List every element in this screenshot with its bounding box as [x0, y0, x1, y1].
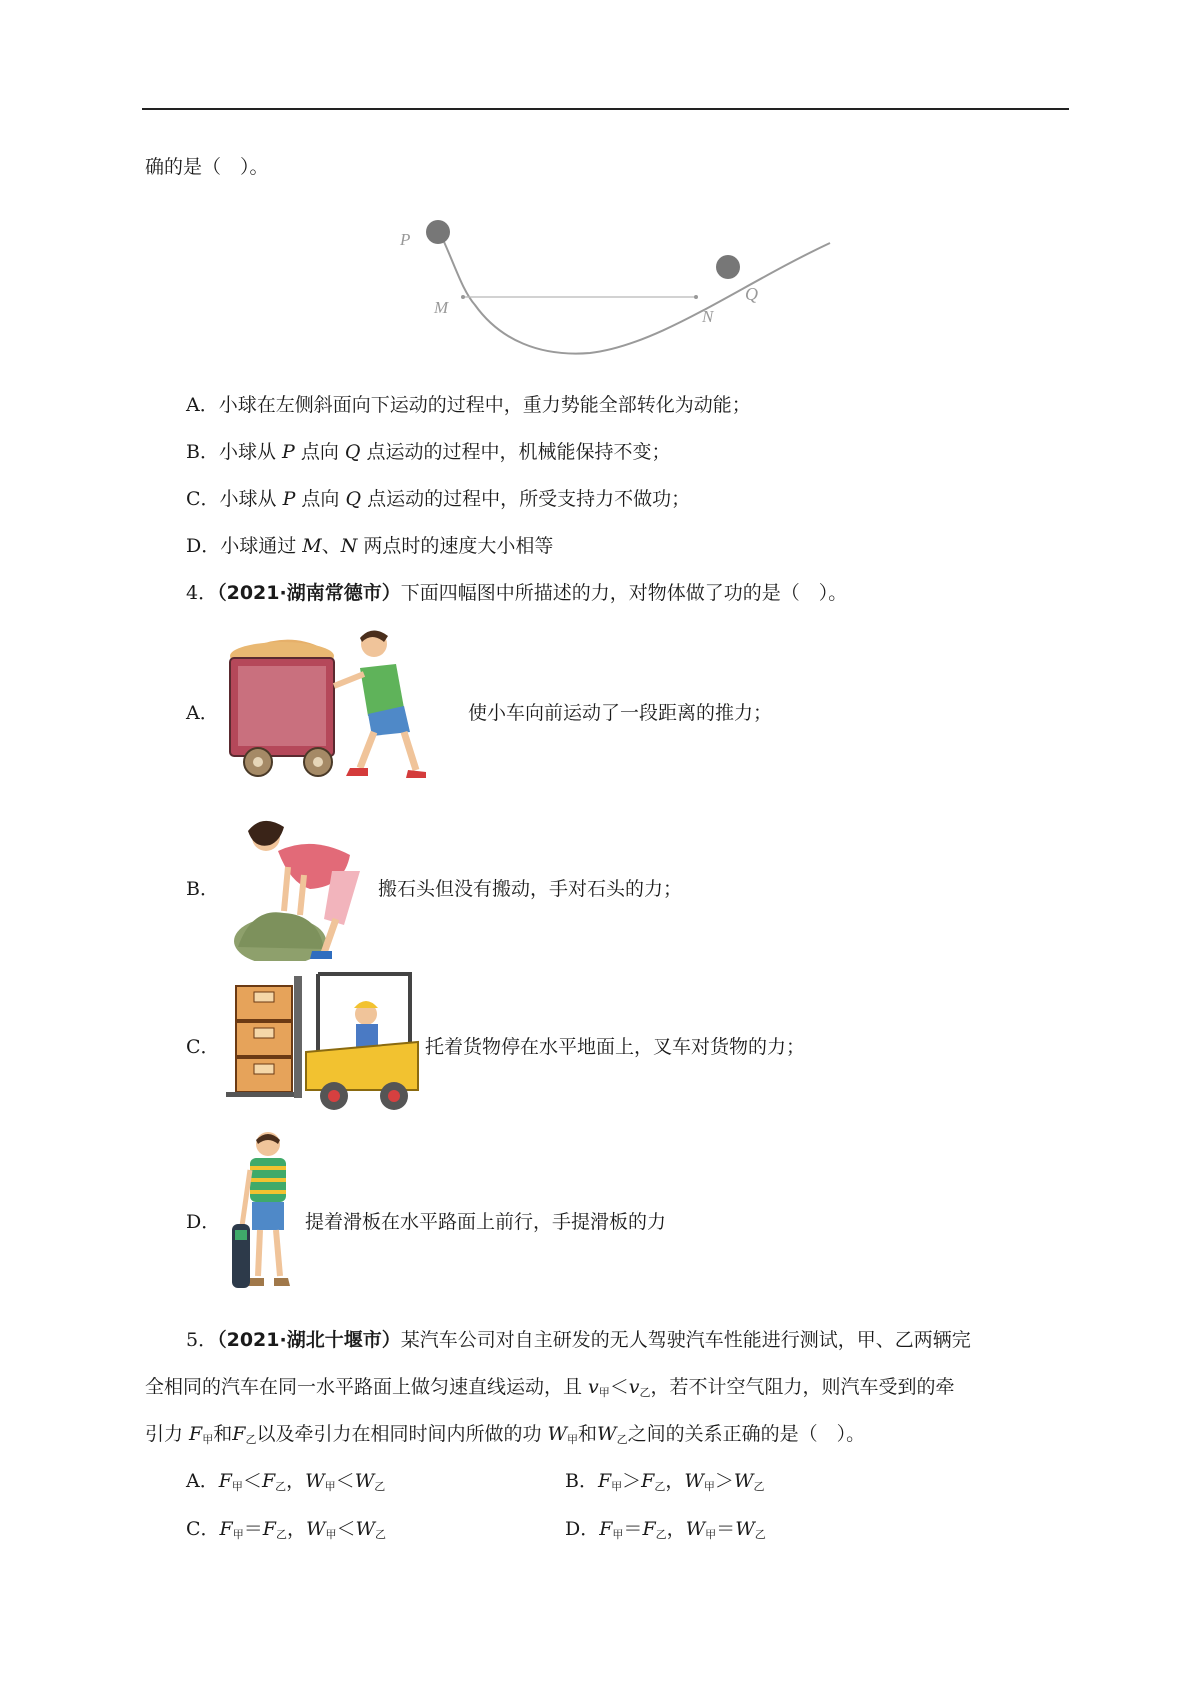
var-f: F: [642, 1518, 656, 1540]
var-w: W: [305, 1518, 326, 1540]
option-text: 点向: [295, 488, 346, 510]
q4-option-b-letter[interactable]: B．: [186, 878, 219, 900]
q4-option-d-text: 提着滑板在水平路面上前行，手提滑板的力: [305, 1211, 667, 1233]
subscript-yi: 乙: [655, 1528, 667, 1541]
relation: ＞: [622, 1470, 642, 1492]
relation: ＝: [623, 1518, 643, 1540]
question-stem: ，若不计空气阻力，则汽车受到的牵: [650, 1376, 955, 1398]
option-text: 小球通过: [220, 535, 303, 557]
ball-at-p: [426, 220, 450, 244]
option-text: 点向: [294, 441, 345, 463]
question-stem: 和: [578, 1423, 598, 1445]
option-text: 小球从: [218, 441, 283, 463]
var-w: W: [685, 1518, 706, 1540]
subscript-yi: 乙: [616, 1433, 628, 1446]
q5-stem-line3: [145, 1419, 865, 1455]
question-stem: 和: [213, 1423, 233, 1445]
point-m: [461, 295, 465, 299]
question-stem: 之间的关系正确的是（ ）。: [627, 1423, 866, 1445]
q3-option-a[interactable]: [186, 390, 751, 420]
var-f: F: [218, 1470, 232, 1492]
relation: ＜: [609, 1376, 629, 1398]
var-f: F: [597, 1470, 612, 1492]
var-q: Q: [344, 441, 361, 463]
subscript-yi: 乙: [375, 1528, 387, 1541]
q5-option-d[interactable]: [565, 1514, 766, 1550]
label-p: P: [400, 230, 411, 249]
q3-option-b[interactable]: [186, 437, 671, 467]
var-f: F: [262, 1518, 276, 1540]
option-letter: A．: [186, 1470, 219, 1492]
var-f: F: [219, 1518, 233, 1540]
comma: ，: [286, 1470, 306, 1492]
point-n: [694, 295, 698, 299]
question-stem: 下面四幅图中所描述的力，对物体做了功的是（ ）。: [400, 582, 848, 604]
var-p: P: [282, 488, 296, 510]
option-letter: D．: [565, 1518, 600, 1540]
question-number: 5．: [186, 1329, 218, 1351]
comma: ，: [665, 1470, 685, 1492]
option-text: 、: [321, 535, 341, 557]
question-stem: 以及牵引力在相同时间内所做的功: [256, 1423, 548, 1445]
q4-option-b-text: 搬石头但没有搬动，手对石头的力；: [378, 878, 683, 900]
subscript-jia: 甲: [567, 1433, 579, 1446]
var-w: W: [354, 1470, 375, 1492]
var-f: F: [261, 1470, 276, 1492]
girl-lifting-rock-image: [232, 815, 384, 961]
relation: ＝: [243, 1518, 263, 1540]
subscript-jia: 甲: [231, 1480, 243, 1493]
var-w: W: [735, 1518, 755, 1540]
question-source: （2021·湖北十堰市）: [217, 1329, 401, 1351]
label-m: M: [434, 298, 449, 317]
relation: ＜: [336, 1518, 356, 1540]
var-m: M: [302, 535, 322, 557]
q5-option-c[interactable]: [186, 1514, 386, 1550]
var-w: W: [547, 1423, 568, 1445]
subscript-yi: 乙: [374, 1480, 386, 1493]
q3-stem-tail: 确的是（ ）。: [145, 156, 269, 178]
var-n: N: [340, 535, 358, 557]
option-text: 两点时的速度大小相等: [357, 535, 554, 557]
q4-option-c-letter[interactable]: C．: [186, 1036, 220, 1058]
question-stem: 全相同的汽车在同一水平路面上做匀速直线运动，且: [145, 1376, 589, 1398]
relation: ＞: [714, 1470, 734, 1492]
q4-option-a-letter[interactable]: A．: [186, 702, 219, 724]
var-w: W: [305, 1470, 325, 1492]
option-letter: A．: [186, 394, 219, 416]
q3-track-figure: [390, 205, 840, 365]
subscript-yi: 乙: [639, 1386, 651, 1399]
question-source: （2021·湖南常德市）: [217, 582, 401, 604]
comma: ，: [286, 1518, 306, 1540]
option-text: 小球从: [219, 488, 283, 510]
option-letter: D．: [186, 535, 221, 557]
option-text: 点运动的过程中，所受支持力不做功；: [361, 488, 691, 510]
relation: ＜: [242, 1470, 262, 1492]
question-number: 4．: [186, 582, 218, 604]
subscript-jia: 甲: [598, 1386, 610, 1399]
subscript-yi: 乙: [275, 1528, 287, 1541]
subscript-yi: 乙: [654, 1480, 666, 1493]
comma: ，: [666, 1518, 686, 1540]
var-v: v: [628, 1376, 640, 1398]
label-q: Q: [745, 284, 758, 304]
question-stem: 某汽车公司对自主研发的无人驾驶汽车性能进行测试，甲、乙两辆完: [400, 1329, 971, 1351]
relation: ＝: [716, 1518, 736, 1540]
boy-pushing-cart-image: [222, 628, 462, 790]
boy-carrying-skateboard-image: [228, 1130, 304, 1300]
q4-option-c-text: 托着货物停在水平地面上，叉车对货物的力；: [425, 1036, 806, 1058]
relation: ＜: [335, 1470, 355, 1492]
option-letter: B．: [565, 1470, 598, 1492]
var-f: F: [641, 1470, 655, 1492]
subscript-jia: 甲: [325, 1528, 337, 1541]
subscript-yi: 乙: [245, 1433, 257, 1446]
option-letter: C．: [186, 488, 220, 510]
q4-stem: [186, 578, 847, 608]
subscript-jia: 甲: [611, 1480, 623, 1493]
forklift-with-boxes-image: [222, 972, 422, 1118]
q5-option-b[interactable]: [565, 1466, 764, 1502]
var-w: W: [733, 1470, 754, 1492]
track-curve: [440, 233, 830, 354]
option-letter: B．: [186, 441, 219, 463]
subscript-jia: 甲: [703, 1480, 715, 1493]
q4-option-d-letter[interactable]: D．: [186, 1211, 221, 1233]
var-f: F: [189, 1423, 203, 1445]
label-n: N: [702, 307, 714, 326]
header-rule: [142, 108, 1069, 110]
var-w: W: [597, 1423, 617, 1445]
var-v: v: [588, 1376, 599, 1398]
q3-option-d[interactable]: [186, 531, 553, 561]
option-letter: C．: [186, 1518, 220, 1540]
var-q: Q: [345, 488, 362, 510]
subscript-jia: 甲: [202, 1433, 214, 1446]
var-f: F: [599, 1518, 613, 1540]
q5-stem-line1: [186, 1325, 971, 1355]
option-text: 点运动的过程中，机械能保持不变；: [360, 441, 671, 463]
subscript-yi: 乙: [275, 1480, 287, 1493]
subscript-yi: 乙: [753, 1480, 765, 1493]
subscript-jia: 甲: [612, 1528, 624, 1541]
q5-option-a[interactable]: [186, 1466, 385, 1502]
var-w: W: [355, 1518, 376, 1540]
subscript-jia: 甲: [324, 1480, 336, 1493]
var-w: W: [684, 1470, 704, 1492]
q3-option-c[interactable]: [186, 484, 690, 514]
q5-stem-line2: [145, 1372, 955, 1408]
subscript-jia: 甲: [232, 1528, 244, 1541]
question-stem: 引力: [145, 1423, 190, 1445]
var-f: F: [232, 1423, 246, 1445]
option-text: 小球在左侧斜面向下运动的过程中，重力势能全部转化为动能；: [218, 394, 751, 416]
subscript-jia: 甲: [705, 1528, 717, 1541]
var-p: P: [282, 441, 295, 463]
q4-option-a-text: 使小车向前运动了一段距离的推力；: [468, 702, 773, 724]
ball-near-n: [716, 255, 740, 279]
subscript-yi: 乙: [754, 1528, 766, 1541]
